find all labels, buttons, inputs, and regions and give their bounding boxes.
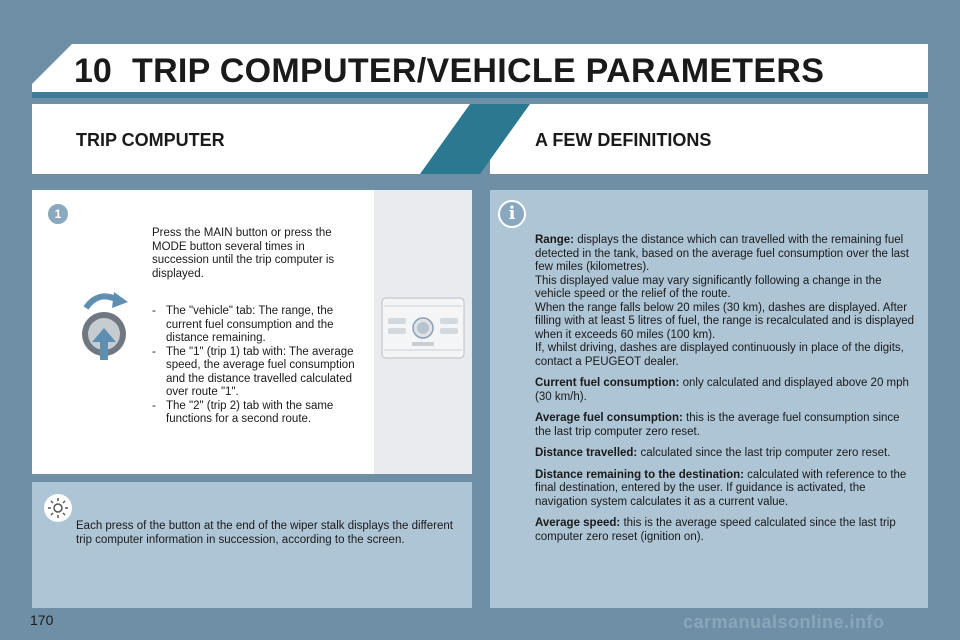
definition-text: calculated with reference to the final destination, entered by the user. If guidance is activated, the navigation system calculates it as a current value. — [535, 468, 907, 508]
definition-average-speed — [535, 517, 915, 544]
section-title-trip-computer: TRIP COMPUTER — [76, 130, 225, 150]
definition-term: Current fuel consumption: — [535, 377, 680, 389]
control-panel-illustration — [374, 190, 472, 474]
panel-illustration-area — [374, 190, 472, 474]
tab-list — [148, 305, 368, 427]
title-accent-line — [32, 92, 928, 98]
sun-icon — [44, 494, 72, 522]
knob-press-icon — [78, 286, 138, 370]
page-number: 170 — [30, 612, 54, 628]
definition-range — [535, 234, 915, 369]
definition-term: Average fuel consumption: — [535, 412, 683, 424]
definition-term: Distance travelled: — [535, 447, 638, 459]
definition-text: this is the average fuel consumption since the last trip computer zero reset. — [535, 412, 900, 438]
definition-term: Range: — [535, 234, 574, 246]
watermark: carmanualsonline.info — [683, 612, 885, 632]
definition-text: this is the average speed calculated since the last trip computer zero reset (ignition on). — [535, 517, 896, 543]
list-item: - The "vehicle" tab: The range, the current fuel consumption and the distance remaining. — [148, 305, 368, 346]
list-item: - The "2" (trip 2) tab with the same functions for a second route. — [148, 400, 368, 427]
definition-term: Average speed: — [535, 517, 621, 529]
list-item: - The "1" (trip 1) tab with: The average speed, the average fuel consumption and the distance travelled calculated over route "1". — [148, 346, 368, 400]
steps-intro-text: Press the MAIN button or press the MODE button several times in succession until the trip computer is displayed. — [152, 227, 335, 280]
definition-term: Distance remaining to the destination: — [535, 468, 744, 481]
tip-text: Each press of the button at the end of the wiper stalk displays the different trip computer information in succession, according to the screen. — [76, 520, 453, 546]
definition-distance-travelled — [535, 447, 915, 461]
definition-text: displays the distance which can travelled with the remaining fuel detected in the tank, based on the average fuel consumption over the last few miles (kilometres). — [535, 234, 909, 273]
definition-distance-remaining — [535, 469, 915, 510]
definitions-list — [535, 234, 915, 552]
definition-text: only calculated and displayed above 20 mph (30 km/h). — [535, 377, 909, 403]
definition-extra: When the range falls below 20 miles (30 km), dashes are displayed. After filling with at least 5 litres of fuel, the range is recalculated and is displayed when it exceeds 60 miles (100 km). — [535, 301, 915, 341]
info-icon: i — [498, 200, 526, 228]
tip-badge — [44, 494, 72, 522]
step-number-badge: 1 — [46, 202, 70, 226]
page-title: TRIP COMPUTER/VEHICLE PARAMETERS — [132, 52, 825, 90]
definition-extra: This displayed value may vary significantly following a change in the vehicle speed or the relief of the route. — [535, 274, 882, 300]
chapter-number: 10 — [74, 52, 112, 90]
section-title-definitions: A FEW DEFINITIONS — [535, 130, 712, 150]
definition-text: calculated since the last trip computer zero reset. — [640, 447, 891, 459]
definition-current-fuel — [535, 377, 915, 404]
definition-extra: If, whilst driving, dashes are displayed continuously in place of the digits, contact a PEUGEOT dealer. — [535, 342, 904, 368]
definition-average-fuel — [535, 412, 915, 439]
